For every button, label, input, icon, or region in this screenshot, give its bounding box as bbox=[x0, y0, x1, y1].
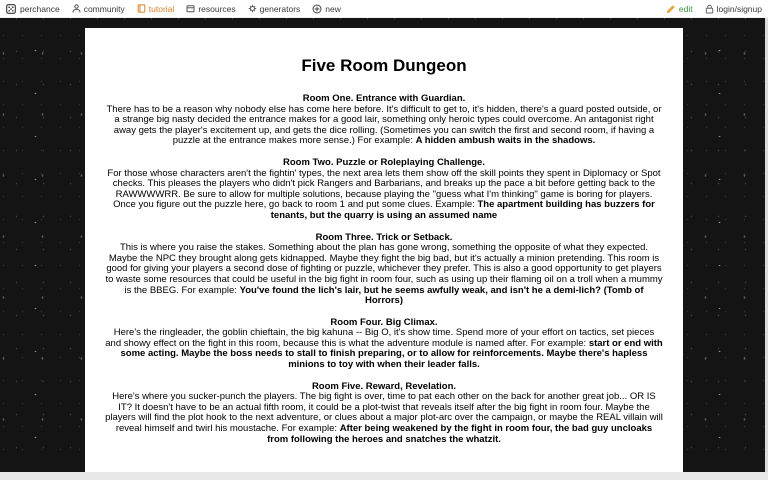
new-plus-circle-icon bbox=[312, 4, 322, 14]
room-heading: Room Three. Trick or Setback. bbox=[315, 231, 453, 243]
edit-label: edit bbox=[678, 3, 693, 14]
login-label: login/signup bbox=[716, 3, 762, 14]
page-bottom-strip bbox=[0, 472, 768, 480]
nav-label: resources bbox=[198, 3, 236, 14]
nav-label: generators bbox=[259, 3, 301, 14]
room-five-section bbox=[105, 382, 663, 446]
room-one-section bbox=[105, 94, 663, 147]
lock-icon bbox=[705, 4, 714, 14]
room-body bbox=[105, 392, 663, 445]
room-heading: Room One. Entrance with Guardian. bbox=[302, 93, 466, 104]
room-example-text: start or end with some acting. Maybe the boss needs to stall to finish preparing, or to allow for reinforcements. Maybe there's hapless minions to toy with when their leader falls. bbox=[120, 337, 663, 371]
top-navigation-bar bbox=[0, 0, 768, 18]
room-body bbox=[105, 243, 663, 307]
pencil-icon bbox=[666, 4, 676, 14]
generator-stage-background bbox=[0, 18, 768, 472]
room-example-text: You've found the lich's lair, but he seems awfully weak, and isn't he a demi-lich? (Tomb of Horrors) bbox=[239, 284, 644, 307]
dice-logo-icon bbox=[6, 4, 16, 14]
generators-gear-icon bbox=[248, 4, 257, 13]
nav-item-tutorial[interactable] bbox=[137, 4, 175, 14]
room-body-text: For those whose characters aren't the fightin' types, the next area lets them show off the skill points they spent in Diplomacy or Spot checks. This pleases the players who didn't pick Rangers and Barbarians, and breaks up the pace a bit before getting back to the RAWWWWRR. Be sure to allow for multiple solutions, because playing the "guess what I'm thinking" game is boring for players. Once you figure out the puzzle here, go back to room 1 and put some clues. Example: bbox=[107, 167, 661, 211]
nav-item-community[interactable] bbox=[72, 4, 125, 14]
room-example-text: The apartment building has buzzers for tenants, but the quarry is using an assumed name bbox=[270, 199, 655, 221]
brand-label: perchance bbox=[20, 3, 60, 14]
community-person-icon bbox=[72, 4, 81, 13]
room-heading: Room Four. Big Climax. bbox=[330, 316, 438, 328]
nav-item-resources[interactable] bbox=[186, 4, 235, 14]
perchance-logo-link[interactable] bbox=[6, 4, 60, 14]
nav-label: community bbox=[83, 3, 125, 14]
login-signup-button[interactable] bbox=[705, 4, 762, 14]
page-title: Five Room Dungeon bbox=[301, 56, 467, 75]
room-heading: Room Five. Reward, Revelation. bbox=[311, 380, 457, 392]
tutorial-book-icon bbox=[137, 4, 146, 13]
room-body-text: There has to be a reason why nobody else has come here before. It's difficult to get to, it's hidden, there's a guard posted outside, or a strange big nasty decided the entrance makes for a good lair, something only heroic types could overcome. An antagonist right away gets the player's excitement up, and gets the dice rolling. (Sometimes you can switch the first and second room, if having a puzzle at the entrance makes more sense.) For example: bbox=[106, 103, 662, 147]
resources-box-icon bbox=[186, 4, 195, 13]
edit-button[interactable] bbox=[666, 4, 693, 14]
nav-item-generators[interactable] bbox=[248, 4, 301, 14]
room-four-section bbox=[105, 318, 663, 371]
room-body-text: This is where you raise the stakes. Something about the plan has gone wrong, something the opposite of what they expected. Maybe the NPC they brought along gets kidnapped. Maybe they fight the big bad, but it's actually a minion pretending. This room is good for giving your players a second dose of fighting or puzzle, whichever they prefer. This is also a good opportunity to get players to waste some resources that could be useful in the big fight in room four, such as using up their flaming oil on a troll when a mummy is the BBEG. For example: bbox=[105, 242, 663, 296]
room-body-text: Here's where you sucker-punch the players. The big fight is over, time to pat each other on the back for another great job... OR IS IT? It doesn't have to be an actual fifth room, it could be a plot-twist that reveals itself after the big fight in room four. Maybe the players will find the plot hook to the next adventure, or clues about a major plot-arc over the campaign, or maybe the REAL villain will reveal himself and twirl his moustache. For example: bbox=[105, 391, 663, 435]
room-body-text: Here's the ringleader, the goblin chieftain, the big kahuna -- Big O, it's show time. Spend more of your effort on tactics, set pieces and showy effect on the fight in this room, because this is what the adventure module is named after. For example: bbox=[105, 327, 655, 349]
room-body bbox=[105, 169, 663, 222]
nav-label: new bbox=[325, 3, 341, 14]
content-card bbox=[85, 28, 683, 472]
room-example-text: After being weakened by the fight in room four, the bad guy uncloaks from following the heroes and snatches the whatzit. bbox=[267, 423, 653, 445]
room-example-text: A hidden ambush waits in the shadows. bbox=[415, 135, 596, 147]
room-body bbox=[105, 105, 663, 147]
room-heading: Room Two. Puzzle or Roleplaying Challenge. bbox=[283, 156, 485, 168]
nav-item-new[interactable] bbox=[312, 4, 341, 14]
room-two-section bbox=[105, 158, 663, 222]
nav-label: tutorial bbox=[148, 3, 175, 14]
room-body bbox=[105, 328, 663, 370]
room-three-section bbox=[105, 233, 663, 307]
